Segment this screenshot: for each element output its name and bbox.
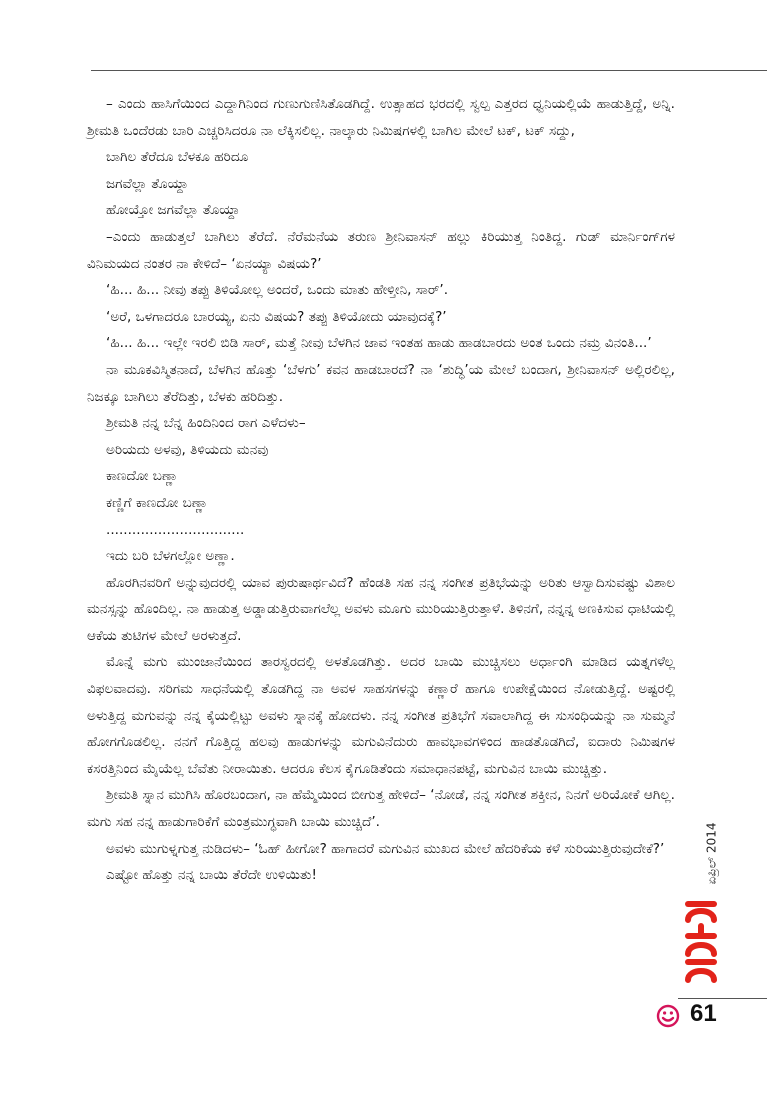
paragraph: ‘ಹಿ... ಹಿ... ಇಲ್ಲೇ ಇರಲಿ ಬಿಡಿ ಸಾರ್, ಮತ್ತೆ ನೀವು ಬೆಳಗಿನ ಜಾವ ಇಂತಹ ಹಾಡು ಹಾಡಬಾರದು ಅಂತ ಒಂದು ನಮ್ರ ವಿನಂತಿ...’ xyxy=(106,335,652,352)
smiley-icon xyxy=(656,1004,680,1028)
mayura-masthead-logo xyxy=(684,898,718,986)
verse-line: ಕಣ್ಣಿಗೆ ಕಾಣದೋ ಬಣ್ಣಾ xyxy=(106,494,208,511)
paragraph: ಮೊನ್ನೆ ಮಗು ಮುಂಜಾನೆಯಿಂದ ತಾರಸ್ವರದಲ್ಲಿ ಅಳತೊಡಗಿತ್ತು. ಅದರ ಬಾಯಿ ಮುಚ್ಚಿಸಲು ಅರ್ಧಾಂಗಿ ಮಾಡಿದ ಯತ್ನಗಳೆಲ್ಲ ವಿಫಲವಾದವು. ಸರಿಗಮ ಸಾಧನೆಯಲ್ಲಿ ತೊಡಗಿದ್ದ ನಾ ಅವಳ ಸಾಹಸಗಳನ್ನು ಕಣ್ಣಾರೆ ಹಾಗೂ ಉಪೇಕ್ಷೆಯಿಂದ ನೋಡುತ್ತಿದ್ದೆ. ಅಷ್ಟರಲ್ಲಿ ಅಳುತ್ತಿದ್ದ ಮಗುವನ್ನು ನನ್ನ ಕೈಯಲ್ಲಿಟ್ಟು ಅವಳು ಸ್ನಾನಕ್ಕೆ ಹೋದಳು. ನನ್ನ ಸಂಗೀತ ಪ್ರತಿಭೆಗೆ ಸವಾಲಾಗಿದ್ದ ಈ ಸುಸಂಧಿಯನ್ನು ನಾ ಸುಮ್ಮನೆ ಹೋಗಗೊಡಲಿಲ್ಲ. ನನಗೆ ಗೊತ್ತಿದ್ದ ಹಲವು ಹಾಡುಗಳನ್ನು ಮಗುವಿನೆದುರು ಹಾವಭಾವಗಳಿಂದ ಹಾಡತೊಡಗಿದೆ, ಐದಾರು ನಿಮಿಷಗಳ ಕಸರತ್ತಿನಿಂದ ಮೈಯೆಲ್ಲ ಬೆವೆತು ನೀರಾಯಿತು. ಆದರೂ ಕೆಲಸ ಕೈಗೂಡಿತೆಂದು ಸಮಾಧಾನಪಟ್ಟೆ, ಮಗುವಿನ ಬಾಯಿ ಮುಚ್ಚಿತ್ತು. xyxy=(87,654,675,777)
verse-line: ಬಾಗಿಲ ತೆರೆದೂ ಬೆಳಕೂ ಹರಿದೂ xyxy=(106,149,249,166)
header-rule xyxy=(91,70,767,71)
page-number: 61 xyxy=(690,1000,717,1027)
article-body xyxy=(87,91,675,889)
paragraph: ಶ್ರೀಮತಿ ಸ್ನಾನ ಮುಗಿಸಿ ಹೊರಬಂದಾಗ, ನಾ ಹೆಮ್ಮೆಯಿಂದ ಬೀಗುತ್ತ ಹೇಳಿದೆ– ‘ನೋಡೆ, ನನ್ನ ಸಂಗೀತ ಶಕ್ತೀನ, ನಿನಗೆ ಅರಿಯೋಕೆ ಆಗಿಲ್ಲ. ಮಗು ಸಹ ನನ್ನ ಹಾಡುಗಾರಿಕೆಗೆ ಮಂತ್ರಮುಗ್ಧವಾಗಿ ಬಾಯಿ ಮುಚ್ಚಿದೆ’. xyxy=(87,787,675,831)
paragraph: ನಾ ಮೂಕವಿಸ್ಮಿತನಾದೆ, ಬೆಳಗಿನ ಹೊತ್ತು ‘ಬೆಳಗು’ ಕವನ ಹಾಡಬಾರದೆ? ನಾ ‘ಶುದ್ಧಿ’ಯ ಮೇಲೆ ಬಂದಾಗ, ಶ್ರೀನಿವಾಸನ್ ಅಲ್ಲಿರಲಿಲ್ಲ, ನಿಜಕ್ಕೂ ಬಾಗಿಲು ತೆರೆದಿತ್ತು, ಬೆಳಕು ಹರಿದಿತ್ತು. xyxy=(87,361,675,405)
verse-line: ಜಗವೆಲ್ಲಾ ತೊಯ್ದಾ xyxy=(106,175,189,192)
verse-line: ಅರಿಯದು ಅಳವು, ತಿಳಿಯದು ಮನವು xyxy=(106,441,269,458)
verse-line: ಹೋಯ್ತೋ ಜಗವೆಲ್ಲಾ ತೊಯ್ದಾ xyxy=(106,202,240,219)
verse-line: ಕಾಣದೋ ಬಣ್ಣಾ xyxy=(106,468,179,485)
paragraph: ಹೊರಗಿನವರಿಗೆ ಅನ್ನುವುದರಲ್ಲಿ ಯಾವ ಪುರುಷಾರ್ಥವಿದೆ? ಹೆಂಡತಿ ಸಹ ನನ್ನ ಸಂಗೀತ ಪ್ರತಿಭೆಯನ್ನು ಅರಿತು ಆಸ್ವಾದಿಸುವಷ್ಟು ವಿಶಾಲ ಮನಸ್ಸನ್ನು ಹೊಂದಿಲ್ಲ. ನಾ ಹಾಡುತ್ತ ಅಡ್ಡಾಡುತ್ತಿರುವಾಗಲೆಲ್ಲ ಅವಳು ಮೂಗು ಮುರಿಯುತ್ತಿರುತ್ತಾಳೆ. ತಿಳಿನಗೆ, ನನ್ನನ್ನ ಅಣಕಿಸುವ ಧಾಟಿಯಲ್ಲಿ ಆಕೆಯ ತುಟಿಗಳ ಮೇಲೆ ಅರಳುತ್ತದೆ. xyxy=(87,574,675,644)
paragraph: ಶ್ರೀಮತಿ ನನ್ನ ಬೆನ್ನ ಹಿಂದಿನಿಂದ ರಾಗ ಎಳೆದಳು– xyxy=(106,415,306,432)
issue-date: ಏಪ್ರಿಲ್ 2014 xyxy=(704,822,719,885)
paragraph: ‘ಹಿ... ಹಿ... ನೀವು ತಪ್ಪು ತಿಳಿಯೋಲ್ಲ ಅಂದರೆ, ಒಂದು ಮಾತು ಹೇಳ್ತೀನಿ, ಸಾರ್’. xyxy=(106,282,449,299)
verse-line: ................................ xyxy=(106,521,245,538)
verse-line: ಇದು ಬರಿ ಬೆಳಗಲ್ಲೋ ಅಣ್ಣಾ. xyxy=(106,548,235,565)
footer-rule xyxy=(678,998,767,999)
paragraph: ಅವಳು ಮುಗುಳ್ನಗುತ್ತ ನುಡಿದಳು– ‘ಓಹ್ ಹೀಗೋ? ಹಾಗಾದರೆ ಮಗುವಿನ ಮುಖದ ಮೇಲೆ ಹೆದರಿಕೆಯ ಕಳೆ ಸುರಿಯುತ್ತಿರುವುದೇಕೆ?’ xyxy=(106,840,665,857)
paragraph: – ಎಂದು ಹಾಸಿಗೆಯಿಂದ ಎದ್ದಾಗಿನಿಂದ ಗುಣುಗುಣಿಸಿತೊಡಗಿದ್ದೆ. ಉತ್ಸಾಹದ ಭರದಲ್ಲಿ ಸ್ವಲ್ಪ ಎತ್ತರದ ಧ್ವನಿಯಲ್ಲಿಯೆ ಹಾಡುತ್ತಿದ್ದೆ, ಅನ್ನಿ. ಶ್ರೀಮತಿ ಒಂದೆರಡು ಬಾರಿ ಎಚ್ಚರಿಸಿದರೂ ನಾ ಲೆಕ್ಕಿಸಲಿಲ್ಲ. ನಾಲ್ಕಾರು ನಿಮಿಷಗಳಲ್ಲಿ ಬಾಗಿಲ ಮೇಲೆ ಟಕ್, ಟಕ್ ಸದ್ದು, xyxy=(87,96,675,139)
paragraph: ‘ಅರೆ, ಒಳಗಾದರೂ ಬಾರಯ್ಯ, ಏನು ವಿಷಯ? ತಪ್ಪು ತಿಳಿಯೋದು ಯಾವುದಕ್ಕೆ?’ xyxy=(106,308,447,325)
paragraph: –ಎಂದು ಹಾಡುತ್ತಲೆ ಬಾಗಿಲು ತೆರೆದೆ. ನೆರೆಮನೆಯ ತರುಣ ಶ್ರೀನಿವಾಸನ್ ಹಲ್ಲು ಕಿರಿಯುತ್ತ ನಿಂತಿದ್ದ. ಗುಡ್ ಮಾರ್ನಿಂಗ್‌ಗಳ ವಿನಿಮಯದ ನಂತರ ನಾ ಕೇಳಿದೆ– ‘ಏನಯ್ಯಾ ವಿಷಯ?’ xyxy=(87,228,675,272)
paragraph: ಎಷ್ಟೋ ಹೊತ್ತು ನನ್ನ ಬಾಯಿ ತೆರೆದೇ ಉಳಿಯಿತು! xyxy=(106,867,317,884)
